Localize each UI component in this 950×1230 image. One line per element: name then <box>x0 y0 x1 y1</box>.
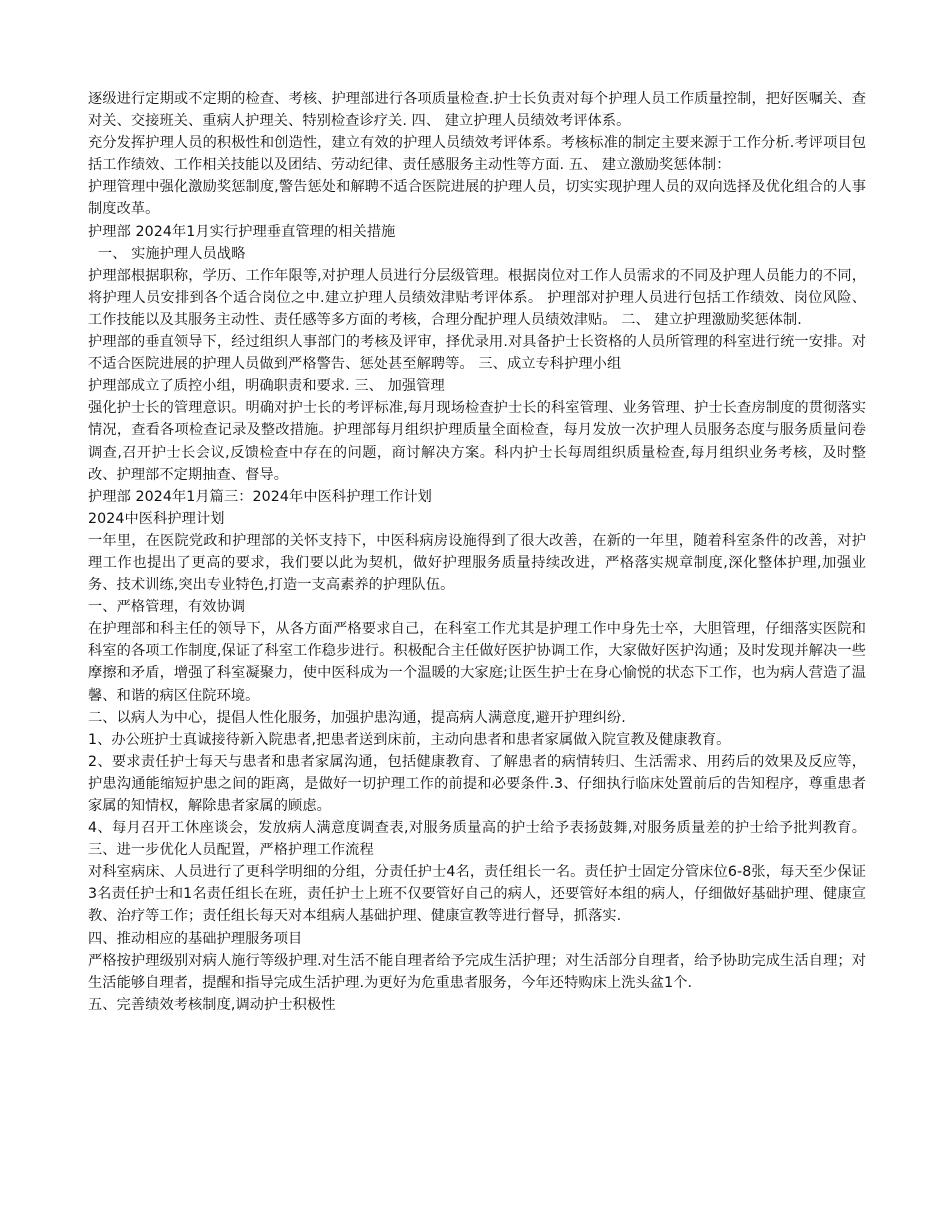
paragraph-9: 在护理部和科主任的领导下，从各方面严格要求自己，在科室工作尤其是护理工作中身先士卒，大胆管理，仔细落实医院和科室的各项工作制度,保证了科室工作稳步进行。积极配合主任做好医护协调工作，大家做好医护沟通；及时发现并解决一些摩擦和矛盾，增强了科室凝聚力，使中医科成为一个温暖的大家庭;让医生护士在身心愉悦的状态下工作，也为病人营造了温馨、和谐的病区住院环境。 <box>88 621 866 704</box>
list-item-1: 1、办公班护士真诚接待新入院患者,把患者送到床前，主动向患者和患者家属做入院宣教及健康教育。 <box>88 731 731 748</box>
list-item-2: 2、要求责任护士每天与患者和患者家属沟通，包括健康教育、了解患者的病情转归、生活需求、用药后的效果及反应等，护患沟通能缩短护患之间的距离，是做好一切护理工作的前提和必要条件.3、仔细执行临床处置前后的告知程序，尊重患者家属的知情权，解除患者家属的顾虑。 <box>88 753 866 814</box>
subheading-5: 五、完善绩效考核制度,调动护士积极性 <box>88 996 336 1013</box>
paragraph-7: 强化护士长的管理意识。明确对护士长的考评标准,每月现场检查护士长的科室管理、业务管理、护士长查房制度的贯彻落实情况，查看各项检查记录及整改措施。护理部每月组织护理质量全面检查，每月发放一次护理人员服务态度与服务质量问卷调查,召开护士长会议,反馈检查中存在的问题，商讨解决方案。科内护士长每周组织质量检查,每月组织业务考核，及时整改、护理部不定期抽查、督导。 <box>88 400 866 483</box>
paragraph-2: 充分发挥护理人员的积极性和创造性，建立有效的护理人员绩效考评体系。考核标准的制定主要来源于工作分析.考评项目包括工作绩效、工作相关技能以及团结、劳动纪律、责任感服务主动性等方面. 五、 建立激励奖惩体制： <box>88 135 866 174</box>
section-heading-3: 2024中医科护理计划 <box>88 510 225 527</box>
paragraph-10: 对科室病床、人员进行了更科学明细的分组，分责任护士4名，责任组长一名。责任护士固定分管床位6-8张，每天至少保证3名责任护士和1名责任组长在班，责任护士上班不仅要管好自己的病人，还要管好本组的病人，仔细做好基础护理、健康宣教、治疗等工作；责任组长每天对本组病人基础护理、健康宣教等进行督导，抓落实. <box>88 864 866 925</box>
paragraph-6: 护理部成立了质控小组，明确职责和要求. 三、 加强管理 <box>88 378 445 395</box>
paragraph-3: 护理管理中强化激励奖惩制度,警告惩处和解聘不适合医院进展的护理人员，切实实现护理人员的双向选择及优化组合的人事制度改革。 <box>88 179 866 218</box>
subheading-1: 一、 实施护理人员战略 <box>98 245 246 262</box>
paragraph-5: 护理部的垂直领导下，经过组织人事部门的考核及评审，择优录用.对具备护士长资格的人员所管理的科室进行统一安排。对不适合医院进展的护理人员做到严格警告、惩处甚至解聘等。 三、成立专科护理小组 <box>88 334 866 373</box>
paragraph-4: 护理部根据职称，学历、工作年限等,对护理人员进行分层级管理。根据岗位对工作人员需求的不同及护理人员能力的不同，将护理人员安排到各个适合岗位之中.建立护理人员绩效津贴考评体系。 护理部对护理人员进行包括工作绩效、岗位风险、工作技能以及其服务主动性、责任感等多方面的考核，合理分配护理人员绩效津贴。 二、 建立护理激励奖惩体制. <box>88 267 866 328</box>
paragraph-1: 逐级进行定期或不定期的检查、考核、护理部进行各项质量检查.护士长负责对每个护理人员工作质量控制，把好医嘱关、查对关、交接班关、重病人护理关、特别检查诊疗关. 四、 建立护理人员绩效考评体系。 <box>88 91 866 130</box>
subheading-4: 四、推动相应的基础护理服务项目 <box>88 930 303 947</box>
section-heading-1: 护理部 2024年1月实行护理垂直管理的相关措施 <box>88 223 396 240</box>
paragraph-8: 一年里，在医院党政和护理部的关怀支持下，中医科病房设施得到了很大改善，在新的一年里，随着科室条件的改善，对护理工作也提出了更高的要求，我们要以此为契机，做好护理服务质量持续改进，严格落实规章制度,深化整体护理,加强业务、技术训练,突出专业特色,打造一支高素养的护理队伍。 <box>88 532 866 594</box>
section-heading-2: 护理部 2024年1月篇三：2024年中医科护理工作计划 <box>88 488 432 505</box>
document-page <box>88 88 866 1016</box>
list-item-4: 4、每月召开工休座谈会，发放病人满意度调查表,对服务质量高的护士给予表扬鼓舞,对服务质量差的护士给予批判教育。 三、进一步优化人员配置，严格护理工作流程 <box>88 820 866 859</box>
subheading-2: 一、严格管理，有效协调 <box>88 599 246 616</box>
paragraph-11: 严格按护理级别对病人施行等级护理.对生活不能自理者给予完成生活护理；对生活部分自理者，给予协助完成生活自理；对生活能够自理者，提醒和指导完成生活护理.为更好为危重患者服务，今年还特购床上洗头盆1个. <box>88 952 866 991</box>
subheading-3: 二、以病人为中心，提倡人性化服务，加强护患沟通，提高病人满意度,避开护理纠纷. <box>88 709 626 726</box>
